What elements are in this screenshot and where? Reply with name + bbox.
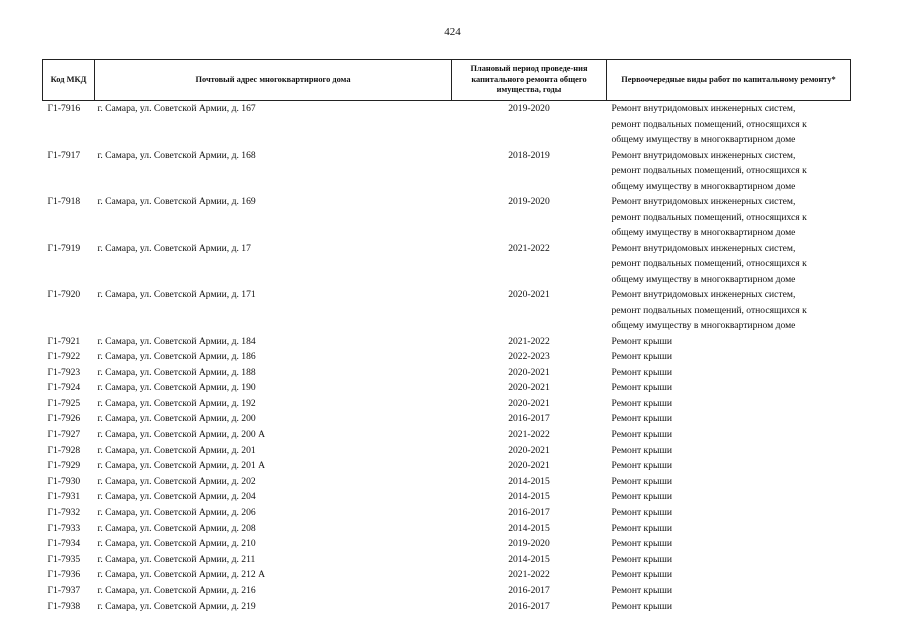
cell-code: Г1-7930 bbox=[47, 475, 81, 487]
works-line: Ремонт крыши bbox=[611, 413, 672, 425]
table-row bbox=[43, 599, 851, 615]
cell-code: Г1-7922 bbox=[47, 351, 81, 363]
works-line: ремонт подвальных помещений, относящихся к bbox=[611, 211, 807, 223]
cell-works bbox=[607, 536, 851, 552]
cell-address: г. Самара, ул. Советской Армии, д. 192 bbox=[97, 397, 256, 409]
cell-period: 2016-2017 bbox=[508, 413, 550, 425]
cell-code: Г1-7935 bbox=[47, 553, 81, 565]
cell-code: Г1-7938 bbox=[47, 600, 81, 612]
table-row bbox=[43, 101, 851, 148]
cell-works bbox=[607, 194, 851, 241]
cell-code: Г1-7928 bbox=[47, 444, 81, 456]
cell-period: 2016-2017 bbox=[508, 507, 550, 519]
table-header-row bbox=[43, 60, 851, 101]
works-line: Ремонт крыши bbox=[611, 553, 672, 565]
cell-works bbox=[607, 101, 851, 148]
table-row bbox=[43, 521, 851, 537]
cell-period: 2018-2019 bbox=[508, 149, 550, 161]
cell-works bbox=[607, 380, 851, 396]
cell-period: 2016-2017 bbox=[508, 600, 550, 612]
cell-works bbox=[607, 411, 851, 427]
table-row bbox=[43, 427, 851, 443]
cell-works bbox=[607, 521, 851, 537]
table-row bbox=[43, 396, 851, 412]
works-line: Ремонт крыши bbox=[611, 569, 672, 581]
cell-address: г. Самара, ул. Советской Армии, д. 168 bbox=[97, 149, 256, 161]
table-row bbox=[43, 380, 851, 396]
cell-period: 2021-2022 bbox=[508, 242, 550, 254]
cell-period: 2021-2022 bbox=[508, 569, 550, 581]
works-line: Ремонт крыши bbox=[611, 460, 672, 472]
works-line: Ремонт внутридомовых инженерных систем, bbox=[611, 196, 796, 207]
works-line: Ремонт крыши bbox=[611, 507, 672, 519]
works-line: Ремонт крыши bbox=[611, 397, 672, 409]
cell-address: г. Самара, ул. Советской Армии, д. 219 bbox=[97, 600, 256, 612]
cell-address: г. Самара, ул. Советской Армии, д. 169 bbox=[97, 196, 256, 207]
header-works: Первоочередные виды работ по капитальному ремонту* bbox=[607, 60, 851, 101]
cell-address: г. Самара, ул. Советской Армии, д. 216 bbox=[97, 585, 256, 596]
cell-code: Г1-7923 bbox=[47, 366, 81, 378]
cell-address: г. Самара, ул. Советской Армии, д. 210 bbox=[97, 538, 256, 550]
cell-works bbox=[607, 349, 851, 365]
table-body bbox=[43, 101, 851, 615]
repair-schedule-table bbox=[42, 59, 851, 614]
works-line: ремонт подвальных помещений, относящихся к bbox=[611, 304, 807, 316]
works-line: Ремонт крыши bbox=[611, 475, 672, 487]
cell-address: г. Самара, ул. Советской Армии, д. 184 bbox=[97, 335, 256, 347]
cell-works bbox=[607, 334, 851, 350]
works-line: Ремонт крыши bbox=[611, 491, 672, 503]
cell-address: г. Самара, ул. Советской Армии, д. 206 bbox=[97, 507, 256, 519]
cell-works bbox=[607, 427, 851, 443]
table-row bbox=[43, 411, 851, 427]
cell-address: г. Самара, ул. Советской Армии, д. 190 bbox=[97, 382, 256, 394]
cell-address: г. Самара, ул. Советской Армии, д. 171 bbox=[97, 289, 256, 300]
header-code: Код МКД bbox=[43, 60, 95, 101]
works-line: общему имуществу в многоквартирном доме bbox=[611, 180, 796, 192]
cell-period: 2014-2015 bbox=[508, 491, 550, 503]
cell-period: 2020-2021 bbox=[508, 397, 550, 409]
cell-code: Г1-7924 bbox=[47, 382, 81, 394]
cell-period: 2014-2015 bbox=[508, 553, 550, 565]
works-line: Ремонт крыши bbox=[611, 585, 672, 596]
cell-code: Г1-7937 bbox=[47, 585, 81, 596]
cell-period: 2019-2020 bbox=[508, 538, 550, 550]
table-row bbox=[43, 148, 851, 195]
cell-period: 2014-2015 bbox=[508, 475, 550, 487]
cell-period: 2014-2015 bbox=[508, 522, 550, 534]
cell-code: Г1-7918 bbox=[47, 196, 81, 207]
cell-period: 2021-2022 bbox=[508, 335, 550, 347]
table-row bbox=[43, 458, 851, 474]
cell-address: г. Самара, ул. Советской Армии, д. 204 bbox=[97, 491, 256, 503]
table-row bbox=[43, 287, 851, 334]
cell-period: 2022-2023 bbox=[508, 351, 550, 363]
cell-address: г. Самара, ул. Советской Армии, д. 17 bbox=[97, 242, 251, 254]
cell-address: г. Самара, ул. Советской Армии, д. 208 bbox=[97, 522, 256, 534]
table-row bbox=[43, 474, 851, 490]
cell-address: г. Самара, ул. Советской Армии, д. 188 bbox=[97, 366, 256, 378]
works-line: общему имуществу в многоквартирном доме bbox=[611, 320, 796, 331]
table-row bbox=[43, 505, 851, 521]
cell-code: Г1-7917 bbox=[47, 149, 81, 161]
cell-address: г. Самара, ул. Советской Армии, д. 201 bbox=[97, 444, 256, 456]
cell-code: Г1-7916 bbox=[47, 103, 81, 114]
cell-works bbox=[607, 583, 851, 599]
table-row bbox=[43, 552, 851, 568]
cell-period: 2019-2020 bbox=[508, 196, 550, 207]
cell-works bbox=[607, 365, 851, 381]
cell-works bbox=[607, 287, 851, 334]
cell-works bbox=[607, 505, 851, 521]
cell-works bbox=[607, 599, 851, 615]
cell-works bbox=[607, 567, 851, 583]
cell-period: 2020-2021 bbox=[508, 382, 550, 394]
cell-period: 2019-2020 bbox=[508, 103, 550, 114]
table-row bbox=[43, 536, 851, 552]
table-row bbox=[43, 194, 851, 241]
table-row bbox=[43, 365, 851, 381]
table-row bbox=[43, 241, 851, 288]
table-row bbox=[43, 583, 851, 599]
cell-period: 2020-2021 bbox=[508, 366, 550, 378]
works-line: Ремонт крыши bbox=[611, 538, 672, 550]
works-line: Ремонт крыши bbox=[611, 351, 672, 363]
cell-period: 2016-2017 bbox=[508, 585, 550, 596]
works-line: ремонт подвальных помещений, относящихся к bbox=[611, 258, 807, 269]
works-line: Ремонт крыши bbox=[611, 429, 672, 441]
cell-address: г. Самара, ул. Советской Армии, д. 186 bbox=[97, 351, 256, 363]
cell-code: Г1-7931 bbox=[47, 491, 81, 503]
cell-address: г. Самара, ул. Советской Армии, д. 211 bbox=[97, 553, 256, 565]
cell-works bbox=[607, 552, 851, 568]
works-line: общему имуществу в многоквартирном доме bbox=[611, 134, 796, 145]
page-number: 424 bbox=[444, 26, 461, 38]
table-row bbox=[43, 334, 851, 350]
cell-code: Г1-7927 bbox=[47, 429, 81, 441]
header-address: Почтовый адрес многоквартирного дома bbox=[95, 60, 452, 101]
cell-code: Г1-7925 bbox=[47, 397, 81, 409]
cell-works bbox=[607, 443, 851, 459]
cell-code: Г1-7934 bbox=[47, 538, 81, 550]
cell-code: Г1-7936 bbox=[47, 569, 81, 581]
works-line: Ремонт внутридомовых инженерных систем, bbox=[611, 149, 796, 161]
cell-works bbox=[607, 458, 851, 474]
cell-code: Г1-7929 bbox=[47, 460, 81, 472]
works-line: Ремонт внутридомовых инженерных систем, bbox=[611, 289, 796, 300]
cell-address: г. Самара, ул. Советской Армии, д. 201 А bbox=[97, 460, 265, 472]
cell-works bbox=[607, 396, 851, 412]
cell-works bbox=[607, 241, 851, 288]
works-line: Ремонт крыши bbox=[611, 522, 672, 534]
works-line: общему имуществу в многоквартирном доме bbox=[611, 273, 796, 285]
cell-period: 2020-2021 bbox=[508, 460, 550, 472]
cell-address: г. Самара, ул. Советской Армии, д. 212 А bbox=[97, 569, 265, 581]
cell-address: г. Самара, ул. Советской Армии, д. 200 А bbox=[97, 429, 265, 441]
cell-period: 2020-2021 bbox=[508, 289, 550, 300]
works-line: общему имуществу в многоквартирном доме bbox=[611, 227, 796, 238]
cell-period: 2021-2022 bbox=[508, 429, 550, 441]
cell-period: 2020-2021 bbox=[508, 444, 550, 456]
works-line: Ремонт крыши bbox=[611, 444, 672, 456]
header-period: Плановый период проведе-ния капитального ремонта общего имущества, годы bbox=[452, 60, 607, 101]
works-line: Ремонт внутридомовых инженерных систем, bbox=[611, 242, 796, 254]
cell-code: Г1-7932 bbox=[47, 507, 81, 519]
table-row bbox=[43, 567, 851, 583]
cell-works bbox=[607, 474, 851, 490]
table-row bbox=[43, 489, 851, 505]
works-line: Ремонт крыши bbox=[611, 382, 672, 394]
cell-address: г. Самара, ул. Советской Армии, д. 167 bbox=[97, 103, 256, 114]
works-line: ремонт подвальных помещений, относящихся к bbox=[611, 118, 807, 130]
table-row bbox=[43, 443, 851, 459]
table-row bbox=[43, 349, 851, 365]
works-line: ремонт подвальных помещений, относящихся к bbox=[611, 165, 807, 176]
cell-works bbox=[607, 489, 851, 505]
cell-code: Г1-7919 bbox=[47, 242, 81, 254]
works-line: Ремонт крыши bbox=[611, 366, 672, 378]
works-line: Ремонт крыши bbox=[611, 335, 672, 347]
cell-code: Г1-7920 bbox=[47, 289, 81, 300]
works-line: Ремонт внутридомовых инженерных систем, bbox=[611, 103, 796, 114]
cell-code: Г1-7926 bbox=[47, 413, 81, 425]
cell-code: Г1-7921 bbox=[47, 335, 81, 347]
cell-works bbox=[607, 148, 851, 195]
works-line: Ремонт крыши bbox=[611, 600, 672, 612]
cell-address: г. Самара, ул. Советской Армии, д. 202 bbox=[97, 475, 256, 487]
cell-code: Г1-7933 bbox=[47, 522, 81, 534]
cell-address: г. Самара, ул. Советской Армии, д. 200 bbox=[97, 413, 256, 425]
